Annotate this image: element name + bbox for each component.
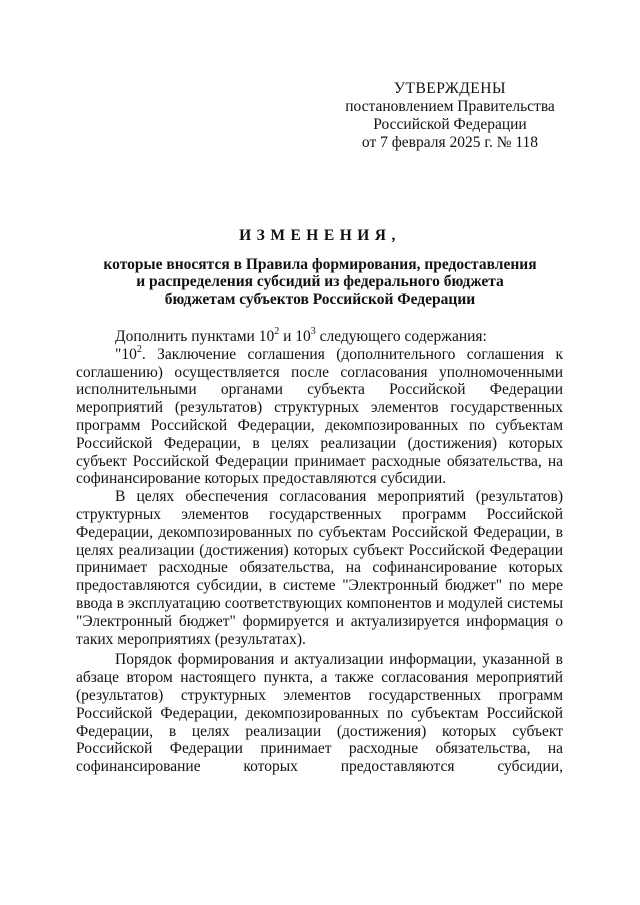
document-subtitle [60,256,580,308]
intro-text: и 10 [279,328,311,345]
document-body [76,325,563,776]
approval-line: от 7 февраля 2025 г. № 118 [361,134,539,151]
superscript: 2 [274,325,280,337]
subtitle-line: бюджетам субъектов Российской Федерации [164,290,476,308]
paragraph-3: Порядок формирования и актуализации информации, указанной в абзаце втором настоящего пункта, а также согласования мероприятий (результатов) структурных элементов государственных программ Российской Федерации, декомпозированных по субъектам Российской Федерации, в целях реализации (достижения) которых субъект Российской Федерации принимает расходные обязательства, на софинансирование которых предоставляются субсидии, [76,651,563,776]
paragraph-number: "10 [115,345,137,363]
document-title: ИЗМЕНЕНИЯ, [239,227,401,244]
subtitle-line: которые вносятся в Правила формирования, предоставления [103,256,537,273]
intro-text: следующего содержания: [315,328,487,345]
intro-text: Дополнить пунктами 10 [115,328,275,345]
paragraph-text: . Заключение соглашения (дополнительного соглашения к соглашению) осуществляется после согласования уполномоченными исполнительными органами субъекта Российской Федерации мероприятий (результатов) структурных элементов государственных программ Российской Федерации, декомпозированных по субъектам Российской Федерации, в целях реализации (достижения) которых субъект Российской Федерации принимает расходные обязательства, на софинансирование которых предоставляются субсидии. [76,345,563,488]
paragraph-1 [76,343,563,488]
subtitle-line: и распределения субсидий из федерального бюджета [136,273,504,291]
approval-stamp [300,80,600,152]
superscript: 3 [310,325,316,337]
paragraph-2: В целях обеспечения согласования мероприятий (результатов) структурных элементов государственных программ Российской Федерации, декомпозированных по субъектам Российской Федерации, в целях реализации (достижения) которых субъект Российской Федерации принимает расходные обязательства, на софинансирование которых предоставляются субсидии, в системе "Электронный бюджет" по мере ввода в эксплуатацию соответствующих компонентов и модулей системы "Электронный бюджет" формируется и актуализируется информация о таких мероприятиях (результатах). [76,488,563,648]
approval-line: Российской Федерации [373,116,527,133]
document-heading [60,227,580,308]
approval-line: постановлением Правительства [345,98,555,115]
approval-title: УТВЕРЖДЕНЫ [394,80,506,97]
superscript: 2 [136,343,142,355]
intro-paragraph [76,325,563,346]
